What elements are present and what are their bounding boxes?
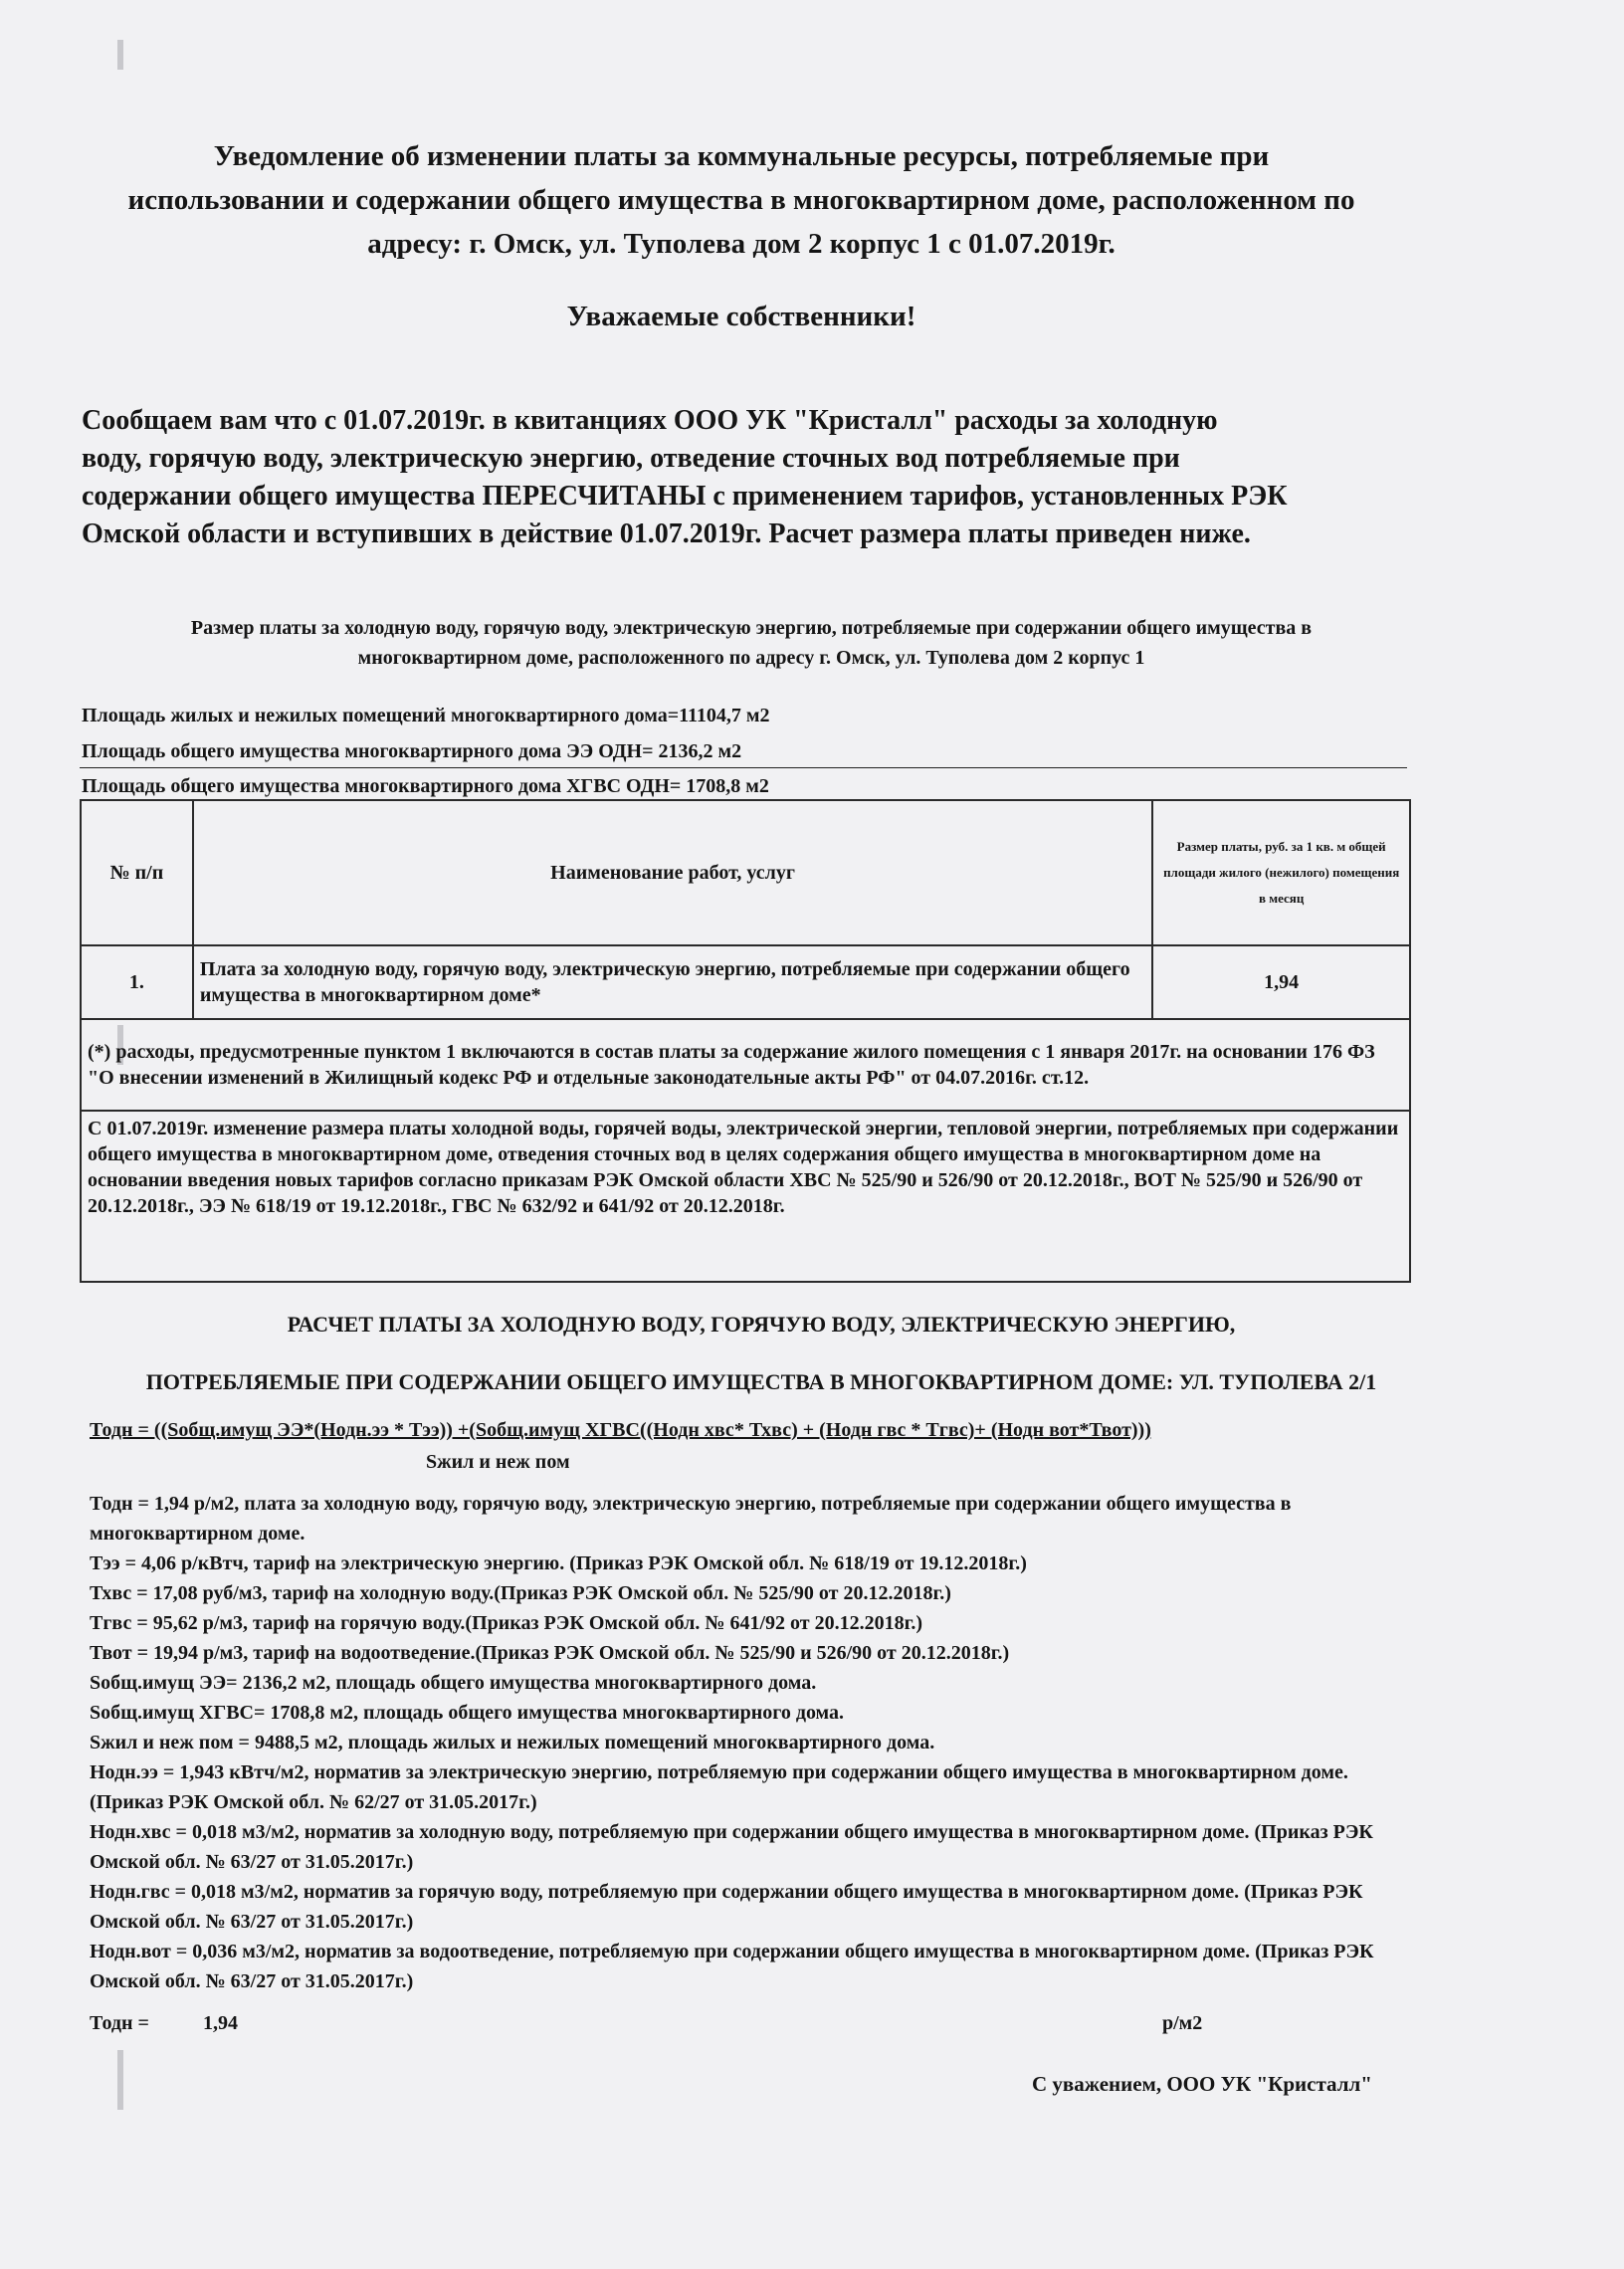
section-subtitle: Размер платы за холодную воду, горячую воду, электрическую энергию, потребляемые при содержании общего имущества в многоквартирном доме, расположенного по адресу г. Омск, ул. Туполева дом 2 корпус 1 — [190, 617, 1313, 669]
total-value: 1,94 — [203, 2012, 238, 2034]
formula-denominator: Sжил и неж пом — [426, 1451, 570, 1473]
definition-item: Sжил и неж пом = 9488,5 м2, площадь жилых и нежилых помещений многоквартирного дома. — [90, 1732, 935, 1753]
table-row — [81, 945, 1410, 1019]
definition-item: Нодн.вот = 0,036 м3/м2, норматив за водоотведение, потребляемую при содержании общего имущества в многоквартирном доме. (Приказ РЭК Омской обл. № 63/27 от 31.05.2017г.) — [90, 1941, 1374, 1992]
area-total: Площадь жилых и нежилых помещений многоквартирного дома=11104,7 м2 — [82, 705, 770, 726]
tariff-change-note: С 01.07.2019г. изменение размера платы холодной воды, горячей воды, электрической энергии, тепловой энергии, потребляемых при содержании общего имущества в многоквартирном доме, отведения сточных вод в целях содержания общего имущества в многоквартирном доме на основании введения новых тарифов согласно приказам РЭК Омской области ХВС № 525/90 и 526/90 от 20.12.2018г., ВОТ № 525/90 и 526/90 от 20.12.2018г., ЭЭ № 618/19 от 19.12.2018г., ГВС № 632/92 и 641/92 от 20.12.2018г. — [81, 1111, 1410, 1282]
footnote-text: (*) расходы, предусмотренные пунктом 1 включаются в состав платы за содержание жилого помещения с 1 января 2017г. на основании 176 ФЗ "О внесении изменений в Жилищный кодекс РФ и отдельные законодательные акты РФ" от 04.07.2016г. ст.12. — [81, 1019, 1410, 1111]
calc-title-line2: ПОТРЕБЛЯЕМЫЕ ПРИ СОДЕРЖАНИИ ОБЩЕГО ИМУЩЕСТВА В МНОГОКВАРТИРНОМ ДОМЕ: УЛ. ТУПОЛЕВА 2/1 — [145, 1369, 1377, 1394]
scan-artifact — [117, 40, 123, 70]
intro-paragraph: Сообщаем вам что с 01.07.2019г. в квитанциях ООО УК "Кристалл" расходы за холодную воду, горячую воду, электрическую энергию, отведение сточных вод потребляемые при содержании общего имущества ПЕРЕСЧИТАНЫ с применением тарифов, установленных РЭК Омской области и вступивших в действие 01.07.2019г. Расчет размера платы приведен ниже. — [82, 405, 1288, 549]
scan-artifact — [117, 2050, 123, 2110]
divider — [80, 767, 1407, 768]
row-number: 1. — [81, 945, 193, 1019]
definition-item: Нодн.гвс = 0,018 м3/м2, норматив за горячую воду, потребляемую при содержании общего имущества в многоквартирном доме. (Приказ РЭК Омской обл. № 63/27 от 31.05.2017г.) — [90, 1881, 1363, 1933]
definition-item: Нодн.хвс = 0,018 м3/м2, норматив за холодную воду, потребляемую при содержании общего имущества в многоквартирном доме. (Приказ РЭК Омской обл. № 63/27 от 31.05.2017г.) — [90, 1821, 1373, 1873]
tariff-table — [80, 799, 1411, 1283]
header-cell-price: Размер платы, руб. за 1 кв. м общей площади жилого (нежилого) помещения в месяц — [1152, 800, 1410, 945]
row-price: 1,94 — [1152, 945, 1410, 1019]
definition-item: Тгвс = 95,62 р/м3, тариф на горячую воду.(Приказ РЭК Омской обл. № 641/92 от 20.12.2018г.) — [90, 1612, 923, 1634]
definition-item: Sобщ.имущ ЭЭ= 2136,2 м2, площадь общего имущества многоквартирного дома. — [90, 1672, 817, 1694]
definition-item: Тхвс = 17,08 руб/м3, тариф на холодную воду.(Приказ РЭК Омской обл. № 525/90 от 20.12.2018г.) — [90, 1582, 951, 1604]
greeting: Уважаемые собственники! — [566, 301, 916, 332]
signature: С уважением, ООО УК "Кристалл" — [1032, 2072, 1372, 2096]
calc-title-line1: РАСЧЕТ ПЛАТЫ ЗА ХОЛОДНУЮ ВОДУ, ГОРЯЧУЮ ВОДУ, ЭЛЕКТРИЧЕСКУЮ ЭНЕРГИЮ, — [287, 1312, 1236, 1337]
total-label: Тодн = — [90, 2012, 149, 2034]
formula-numerator: Тодн = ((Sобщ.имущ ЭЭ*(Нодн.ээ * Тээ)) +(Sобщ.имущ ХГВС((Нодн хвс* Тхвс) + (Нодн гвс * Тгвс)+ (Нодн вот*Твот))) — [90, 1419, 1151, 1441]
definitions-list — [90, 1489, 1413, 1996]
definition-item: Sобщ.имущ ХГВС= 1708,8 м2, площадь общего имущества многоквартирного дома. — [90, 1702, 845, 1724]
header-cell-name: Наименование работ, услуг — [193, 800, 1152, 945]
definition-item: Нодн.ээ = 1,943 кВтч/м2, норматив за электрическую энергию, потребляемую при содержании общего имущества в многоквартирном доме.(Приказ РЭК Омской обл. № 62/27 от 31.05.2017г.) — [90, 1761, 1348, 1813]
area-ee: Площадь общего имущества многоквартирного дома ЭЭ ОДН= 2136,2 м2 — [82, 740, 742, 762]
definition-item: Тодн = 1,94 р/м2, плата за холодную воду, горячую воду, электрическую энергию, потребляемые при содержании общего имущества в многоквартирном доме. — [90, 1493, 1292, 1545]
area-hgvs: Площадь общего имущества многоквартирного дома ХГВС ОДН= 1708,8 м2 — [82, 775, 769, 797]
footnote-row — [81, 1019, 1410, 1111]
row-service-name: Плата за холодную воду, горячую воду, электрическую энергию, потребляемые при содержании общего имущества в многоквартирном доме* — [193, 945, 1152, 1019]
document-title: Уведомление об изменении платы за коммунальные ресурсы, потребляемые при использовании и содержании общего имущества в многоквартирном доме, расположенном по адресу: г. Омск, ул. Туполева дом 2 корпус 1 с 01.07.2019г. — [127, 140, 1355, 260]
table-header-row — [81, 800, 1410, 945]
definition-item: Тээ = 4,06 р/кВтч, тариф на электрическую энергию. (Приказ РЭК Омской обл. № 618/19 от 19.12.2018г.) — [90, 1552, 1027, 1574]
total-unit: р/м2 — [1162, 2012, 1203, 2034]
header-cell-number: № п/п — [81, 800, 193, 945]
definition-item: Твот = 19,94 р/м3, тариф на водоотведение.(Приказ РЭК Омской обл. № 525/90 и 526/90 от 20.12.2018г.) — [90, 1642, 1010, 1664]
note-row — [81, 1111, 1410, 1282]
